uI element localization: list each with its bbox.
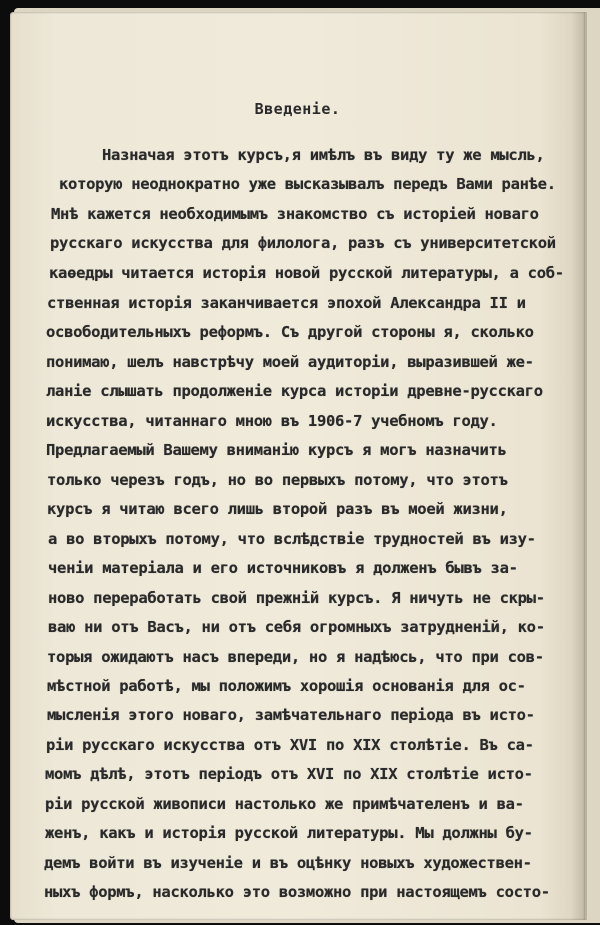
text-line: торыя ожидаютъ насъ впереди, но я надѣюсь, что при сов- [47, 648, 544, 666]
text-line: каѳедры читается исторiя новой русской литературы, а соб- [49, 264, 564, 282]
text-line: которую неоднократно уже высказывалъ передъ Вами ранѣе. [59, 175, 556, 193]
text-line: ваю ни отъ Васъ, ни отъ себя огромныхъ затрудненiй, ко- [48, 618, 545, 636]
text-line: а во вторыхъ потому, что вслѣдствiе трудностей въ изу- [48, 530, 536, 548]
text-line: ченiи матерiала и его источниковъ я долженъ бывъ за- [48, 559, 518, 577]
text-line: русскаго искусства для филолога, разъ съ университетской [50, 234, 556, 252]
text-line: ственная исторiя заканчивается эпохой Александра II и [47, 294, 526, 312]
text-line: мысленiя этого новаго, замѣчательнаго перiода въ исто- [47, 706, 535, 724]
text-line: демъ войти въ изученiе и въ оцѣнку новыхъ художествен- [44, 854, 532, 872]
text-line: Назначая этотъ курсъ,я имѣлъ въ виду ту же мысль, [102, 146, 545, 164]
text-line: Мнѣ кажется необходимымъ знакомство съ исторiей новаго [51, 205, 539, 223]
text-line: момъ дѣлѣ, этотъ перiодъ отъ XVI по XIX столѣтiе исто- [45, 765, 533, 783]
text-line: освободительныхъ реформъ. Съ другой стороны я, сколько [46, 323, 534, 341]
text-line: ныхъ формъ, насколько это возможно при настоящемъ состо- [44, 883, 550, 901]
text-line: искусства, читаннаго мною въ 1906-7 учебномъ году. [46, 412, 498, 430]
typewritten-page [10, 12, 585, 920]
text-line: Предлагаемый Вашему вниманiю курсъ я могъ назначить [46, 441, 507, 459]
document-title: Введенiе. [254, 100, 341, 118]
text-line: только черезъ годъ, но во первыхъ потому, что этотъ [47, 471, 508, 489]
text-line: рiи русскаго искусства отъ XVI по XIX столѣтiе. Въ са- [46, 736, 534, 754]
text-line: рiи русской живописи настолько же примѣчателенъ и ва- [45, 795, 524, 813]
text-line: ново переработать свой прежнiй курсъ. Я ничуть не скры- [48, 589, 545, 607]
text-line: женъ, какъ и исторiя русской литературы. Мы должны бу- [45, 824, 533, 842]
text-line: понимаю, шелъ навстрѣчу моей аудиторiи, выразившей же- [46, 353, 534, 371]
text-line: мѣстной работѣ, мы положимъ хорошiя основанiя для ос- [47, 677, 526, 695]
text-line: курсъ я читаю всего лишь второй разъ въ моей жизни, [47, 500, 508, 518]
text-line: ланiе слышать продолженiе курса исторiи древне-русскаго [46, 382, 543, 400]
